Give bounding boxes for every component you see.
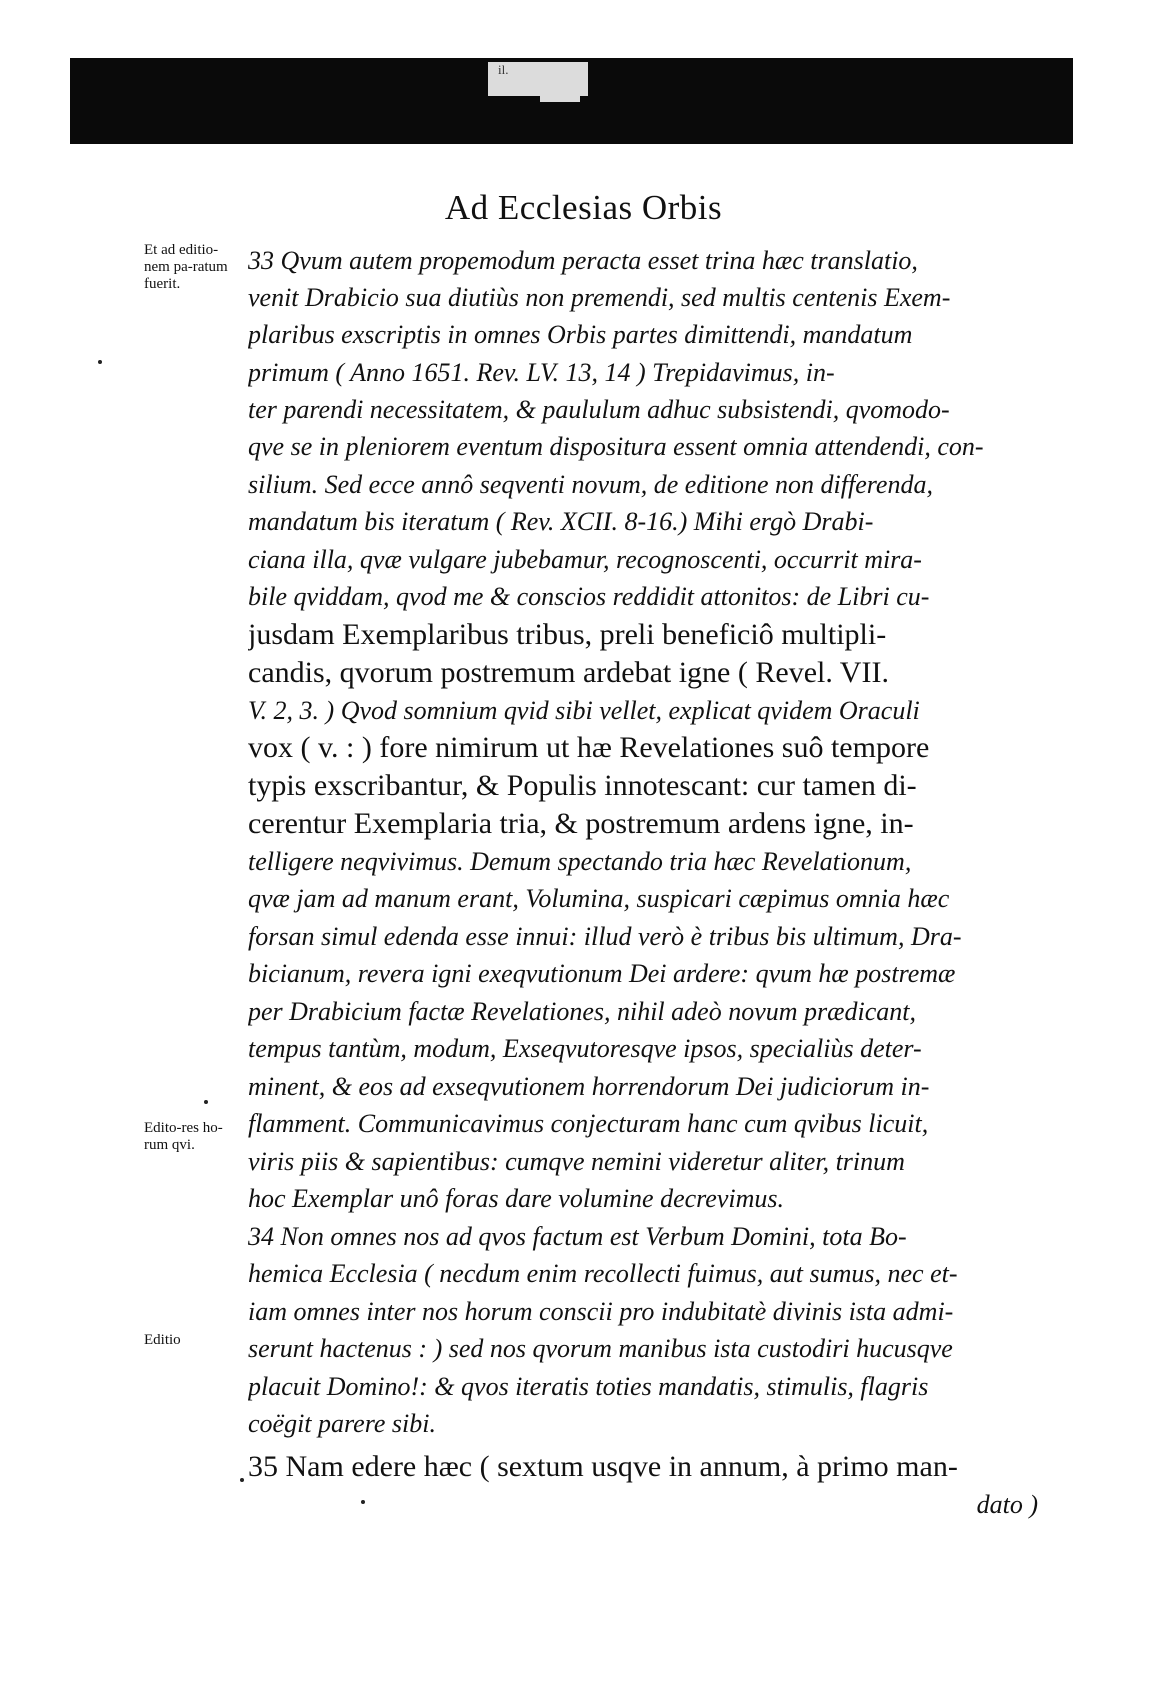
text-line: hemica Ecclesia ( necdum enim recollecti fuimus, aut sumus, nec et- — [248, 1259, 958, 1288]
scan-speck — [361, 1500, 365, 1504]
text-line: dato ) — [976, 1490, 1038, 1519]
text-line: tempus tantùm, modum, Exseqvutoresqve ipsos, specialiùs deter- — [248, 1034, 922, 1063]
text-line: 34 Non omnes nos ad qvos factum est Verbum Domini, tota Bo- — [248, 1222, 907, 1251]
text-line: per Drabicium factæ Revelationes, nihil adeò novum prædicant, — [248, 997, 916, 1026]
scan-speck — [98, 360, 102, 364]
text-line: mandatum bis iteratum ( Rev. XCII. 8-16.) Mihi ergò Drabi- — [248, 507, 874, 536]
text-line: viris piis & sapientibus: cumqve nemini videretur aliter, trinum — [248, 1147, 905, 1176]
scan-speck — [240, 1478, 244, 1482]
text-line: bicianum, revera igni exeqvutionum Dei ardere: qvum hæ postremæ — [248, 959, 956, 988]
text-line: cerentur Exemplaria tria, & postremum ardens igne, in- — [248, 807, 914, 840]
text-line: forsan simul edenda esse innui: illud verò è tribus bis ultimum, Dra- — [248, 922, 962, 951]
text-line: qvæ jam ad manum erant, Volumina, suspicari cæpimus omnia hæc — [248, 884, 950, 913]
text-line: candis, qvorum postremum ardebat igne ( Revel. VII. — [248, 656, 889, 689]
text-line: silium. Sed ecce annô seqventi novum, de editione non differenda, — [248, 470, 933, 499]
text-line: telligere neqvivimus. Demum spectando tria hæc Revelationum, — [248, 847, 912, 876]
text-line: venit Drabicio sua diutiùs non premendi, sed multis centenis Exem- — [248, 283, 951, 312]
text-line: jusdam Exemplaribus tribus, preli beneficiô multipli- — [248, 618, 887, 651]
text-line: ciana illa, qvæ vulgare jubebamur, recognoscenti, occurrit mira- — [248, 545, 922, 574]
text-line: serunt hactenus : ) sed nos qvorum manibus ista custodiri hucusqve — [248, 1334, 953, 1363]
text-line: 35 Nam edere hæc ( sextum usqve in annum, à primo man- — [248, 1450, 958, 1483]
margin-note: Editio — [144, 1332, 181, 1348]
page-title: Ad Ecclesias Orbis — [444, 188, 723, 227]
text-line: primum ( Anno 1651. Rev. LV. 13, 14 ) Trepidavimus, in- — [248, 358, 835, 387]
margin-note: Edito-res ho-rum qvi. — [144, 1120, 223, 1153]
text-line: vox ( v. : ) fore nimirum ut hæ Revelationes suô tempore — [248, 731, 930, 764]
text-line: iam omnes inter nos horum conscii pro indubitatè divinis ista admi- — [248, 1297, 954, 1326]
text-line: bile qviddam, qvod me & conscios reddidit attonitos: de Libri cu- — [248, 582, 930, 611]
text-line: hoc Exemplar unô foras dare volumine decrevimus. — [248, 1184, 785, 1213]
text-line: ter parendi necessitatem, & paululum adhuc subsistendi, qvomodo- — [248, 395, 950, 424]
text-line: plaribus exscriptis in omnes Orbis partes dimittendi, mandatum — [248, 320, 913, 349]
text-line: V. 2, 3. ) Qvod somnium qvid sibi vellet, explicat qvidem Oraculi — [248, 696, 920, 725]
scan-artifact — [540, 94, 580, 102]
text-line: typis exscribantur, & Populis innotescant: cur tamen di- — [248, 769, 917, 802]
scan-black-band — [70, 58, 1073, 144]
band-text: il. — [498, 62, 509, 77]
text-line: qve se in pleniorem eventum dispositura essent omnia attendendi, con- — [248, 432, 984, 461]
text-line: placuit Domino!: & qvos iteratis toties mandatis, stimulis, flagris — [248, 1372, 929, 1401]
text-line: coëgit parere sibi. — [248, 1409, 436, 1438]
text-line: 33 Qvum autem propemodum peracta esset trina hæc translatio, — [248, 246, 918, 275]
text-line: flamment. Communicavimus conjecturam hanc cum qvibus licuit, — [248, 1109, 929, 1138]
margin-note: Et ad editio-nem pa-ratum fuerit. — [144, 242, 228, 292]
text-line: minent, & eos ad exseqvutionem horrendorum Dei judiciorum in- — [248, 1072, 930, 1101]
scan-speck — [204, 1100, 208, 1104]
